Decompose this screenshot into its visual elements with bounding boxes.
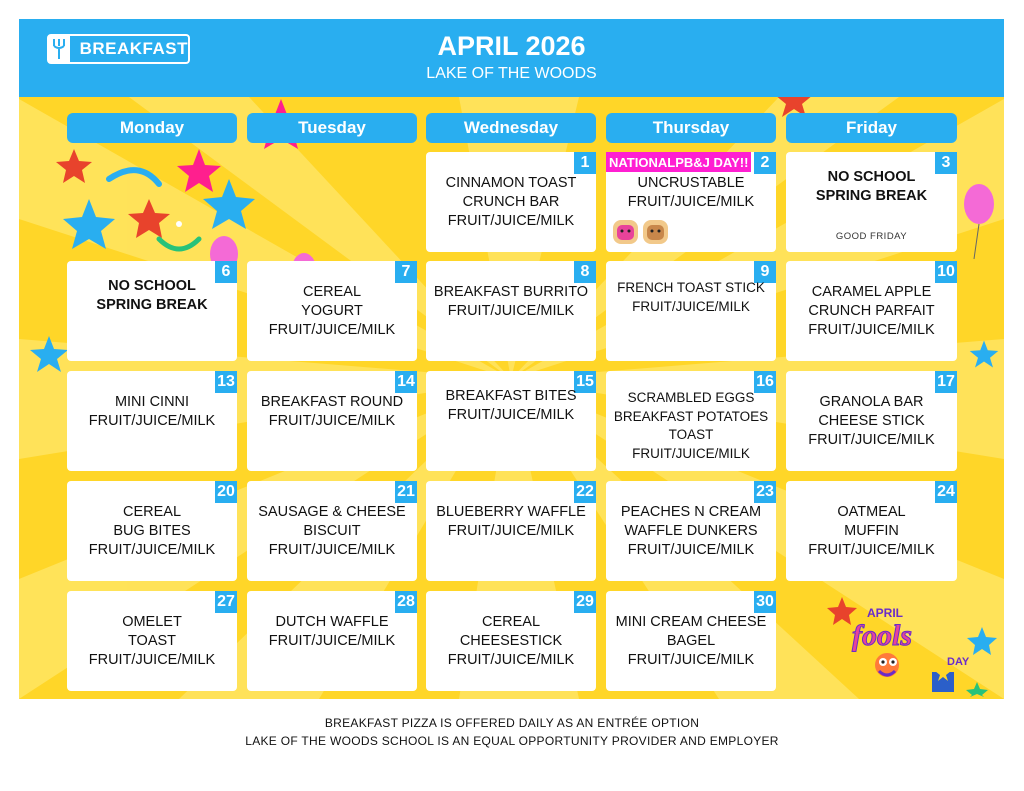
menu-item: UNCRUSTABLE xyxy=(637,175,745,191)
menu-item: SPRING BREAK xyxy=(815,188,928,204)
menu-item: CRUNCH BAR xyxy=(462,194,560,210)
menu-item: FRUIT/JUICE/MILK xyxy=(447,652,575,668)
calendar-day-cell xyxy=(426,591,596,691)
pbj-sandwich-icon xyxy=(612,218,670,246)
page-subtitle: LAKE OF THE WOODS xyxy=(426,65,597,82)
footer-line-2: LAKE OF THE WOODS SCHOOL IS AN EQUAL OPPORTUNITY PROVIDER AND EMPLOYER xyxy=(245,734,779,748)
menu-item: BREAKFAST BITES xyxy=(445,388,577,404)
day-number: 16 xyxy=(754,371,776,393)
menu-items xyxy=(786,393,957,450)
menu-items xyxy=(247,503,417,560)
menu-item: BAGEL xyxy=(666,633,716,649)
calendar-day-cell xyxy=(67,591,237,691)
menu-items xyxy=(426,283,596,321)
menu-items xyxy=(606,279,776,316)
menu-item: FRUIT/JUICE/MILK xyxy=(88,413,216,429)
menu-item: DUTCH WAFFLE xyxy=(275,614,389,630)
calendar-day-cell xyxy=(247,371,417,471)
page-title: APRIL 2026 xyxy=(437,31,586,61)
calendar-page xyxy=(19,19,1004,699)
menu-item: FRUIT/JUICE/MILK xyxy=(447,303,575,319)
menu-item: FRUIT/JUICE/MILK xyxy=(808,322,935,338)
menu-items xyxy=(67,393,237,431)
day-number: 22 xyxy=(574,481,596,503)
calendar-day-cell xyxy=(786,371,957,471)
calendar-day-cell xyxy=(426,261,596,361)
calendar-day-cell xyxy=(606,481,776,581)
star-decoration xyxy=(969,339,999,369)
menu-item: FRUIT/JUICE/MILK xyxy=(447,523,575,539)
balloon-decoration xyxy=(959,179,999,259)
menu-item: NO SCHOOL xyxy=(827,169,916,185)
day-number: 24 xyxy=(935,481,957,503)
calendar-day-cell xyxy=(247,261,417,361)
menu-item: CEREAL xyxy=(122,504,182,520)
calendar-day-cell xyxy=(786,481,957,581)
day-number: 15 xyxy=(574,371,596,393)
day-number: 1 xyxy=(574,152,596,174)
day-number: 27 xyxy=(215,591,237,613)
menu-item: CARAMEL APPLE xyxy=(811,284,932,300)
day-number: 29 xyxy=(574,591,596,613)
menu-item: CINNAMON TOAST xyxy=(445,175,577,191)
menu-items xyxy=(67,613,237,670)
menu-item: FRUIT/JUICE/MILK xyxy=(268,633,396,649)
fools-art-april: APRIL xyxy=(867,606,903,620)
menu-item: FRUIT/JUICE/MILK xyxy=(808,432,935,448)
calendar-day-cell xyxy=(426,152,596,252)
menu-item: FRUIT/JUICE/MILK xyxy=(88,652,216,668)
footer-line-1: BREAKFAST PIZZA IS OFFERED DAILY AS AN ENTRÉE OPTION xyxy=(324,716,700,730)
menu-items xyxy=(426,503,596,541)
menu-item: WAFFLE DUNKERS xyxy=(624,523,758,539)
menu-item: TOAST xyxy=(668,427,714,442)
menu-items xyxy=(786,168,957,206)
menu-item: CEREAL xyxy=(481,614,541,630)
menu-item: PEACHES N CREAM xyxy=(620,504,762,520)
menu-item: FRUIT/JUICE/MILK xyxy=(268,542,396,558)
calendar-day-cell xyxy=(67,481,237,581)
menu-item: FRUIT/JUICE/MILK xyxy=(447,407,575,423)
menu-item: TOAST xyxy=(127,633,177,649)
menu-items xyxy=(786,503,957,560)
calendar-day-cell xyxy=(786,261,957,361)
menu-items xyxy=(786,283,957,340)
menu-item: GRANOLA BAR xyxy=(819,394,924,410)
menu-items xyxy=(247,393,417,431)
menu-item: MUFFIN xyxy=(844,523,899,539)
day-number: 8 xyxy=(574,261,596,283)
special-day-banner: NATIONALPB&J DAY!! xyxy=(606,152,751,172)
menu-items xyxy=(426,613,596,670)
menu-items xyxy=(426,387,596,425)
menu-item: CHEESE STICK xyxy=(818,413,925,429)
day-number: 2 xyxy=(754,152,776,174)
april-fools-day-illustration xyxy=(827,587,997,697)
calendar-day-cell xyxy=(606,152,776,252)
menu-item: SPRING BREAK xyxy=(96,297,208,313)
menu-items xyxy=(67,503,237,560)
menu-item: NO SCHOOL xyxy=(108,278,196,294)
menu-item: FRENCH TOAST STICK xyxy=(617,280,765,295)
menu-item: BUG BITES xyxy=(113,523,191,539)
header-bar xyxy=(19,19,1004,97)
menu-items xyxy=(606,503,776,560)
day-number: 28 xyxy=(395,591,417,613)
menu-item: FRUIT/JUICE/MILK xyxy=(627,542,755,558)
day-number: 13 xyxy=(215,371,237,393)
menu-items xyxy=(247,283,417,340)
menu-item: CEREAL xyxy=(302,284,362,300)
fools-art-fools: fools xyxy=(852,619,912,652)
menu-item: SCRAMBLED EGGS xyxy=(627,390,755,405)
menu-item: YOGURT xyxy=(301,303,363,319)
day-number: 10 xyxy=(935,261,957,283)
menu-item: OMELET xyxy=(122,614,182,630)
menu-item: SAUSAGE & CHEESE xyxy=(258,504,406,520)
calendar-day-cell xyxy=(247,481,417,581)
menu-items xyxy=(606,389,776,463)
day-number: 23 xyxy=(754,481,776,503)
menu-item: FRUIT/JUICE/MILK xyxy=(268,413,396,429)
calendar-day-cell xyxy=(606,261,776,361)
menu-item: CRUNCH PARFAIT xyxy=(808,303,935,319)
day-number: 6 xyxy=(215,261,237,283)
menu-item: BREAKFAST BURRITO xyxy=(433,284,589,300)
menu-item: BISCUIT xyxy=(303,523,361,539)
day-number: 20 xyxy=(215,481,237,503)
menu-items xyxy=(67,277,237,315)
day-header-wednesday: Wednesday xyxy=(426,113,596,143)
star-decoration xyxy=(29,334,69,374)
menu-items xyxy=(606,174,776,212)
calendar-day-cell xyxy=(426,481,596,581)
menu-item: BREAKFAST POTATOES xyxy=(613,408,769,424)
day-number: 9 xyxy=(754,261,776,283)
holiday-note: GOOD FRIDAY xyxy=(835,231,908,242)
menu-item: BLUEBERRY WAFFLE xyxy=(436,504,586,520)
calendar-day-cell xyxy=(247,591,417,691)
menu-item: MINI CINNI xyxy=(114,394,190,410)
day-header-tuesday: Tuesday xyxy=(247,113,417,143)
calendar-day-cell xyxy=(426,371,596,471)
menu-item: CHEESESTICK xyxy=(459,633,563,649)
menu-item: FRUIT/JUICE/MILK xyxy=(632,445,750,461)
logo-label: BREAKFAST xyxy=(79,39,188,58)
menu-item: FRUIT/JUICE/MILK xyxy=(268,322,396,338)
menu-item: FRUIT/JUICE/MILK xyxy=(627,194,755,210)
menu-item: FRUIT/JUICE/MILK xyxy=(627,652,755,668)
menu-item: FRUIT/JUICE/MILK xyxy=(447,213,575,229)
day-header-friday: Friday xyxy=(786,113,957,143)
menu-item: BREAKFAST ROUND xyxy=(260,394,404,410)
day-header-monday: Monday xyxy=(67,113,237,143)
calendar-day-cell xyxy=(67,371,237,471)
day-header-thursday: Thursday xyxy=(606,113,776,143)
menu-items xyxy=(606,613,776,670)
menu-items xyxy=(426,174,596,231)
menu-item: FRUIT/JUICE/MILK xyxy=(632,298,750,314)
fools-art-day: DAY xyxy=(947,656,970,668)
calendar-day-cell xyxy=(67,261,237,361)
menu-item: FRUIT/JUICE/MILK xyxy=(808,542,935,558)
menu-item: OATMEAL xyxy=(837,504,906,520)
day-number: 30 xyxy=(754,591,776,613)
day-number: 21 xyxy=(395,481,417,503)
menu-items xyxy=(247,613,417,651)
day-number: 7 xyxy=(395,261,417,283)
menu-item: FRUIT/JUICE/MILK xyxy=(88,542,216,558)
day-number: 17 xyxy=(935,371,957,393)
calendar-day-cell xyxy=(606,371,776,471)
calendar-day-cell xyxy=(606,591,776,691)
calendar-day-cell xyxy=(786,152,957,252)
day-number: 3 xyxy=(935,152,957,174)
menu-item: MINI CREAM CHEESE xyxy=(615,614,767,630)
day-number: 14 xyxy=(395,371,417,393)
